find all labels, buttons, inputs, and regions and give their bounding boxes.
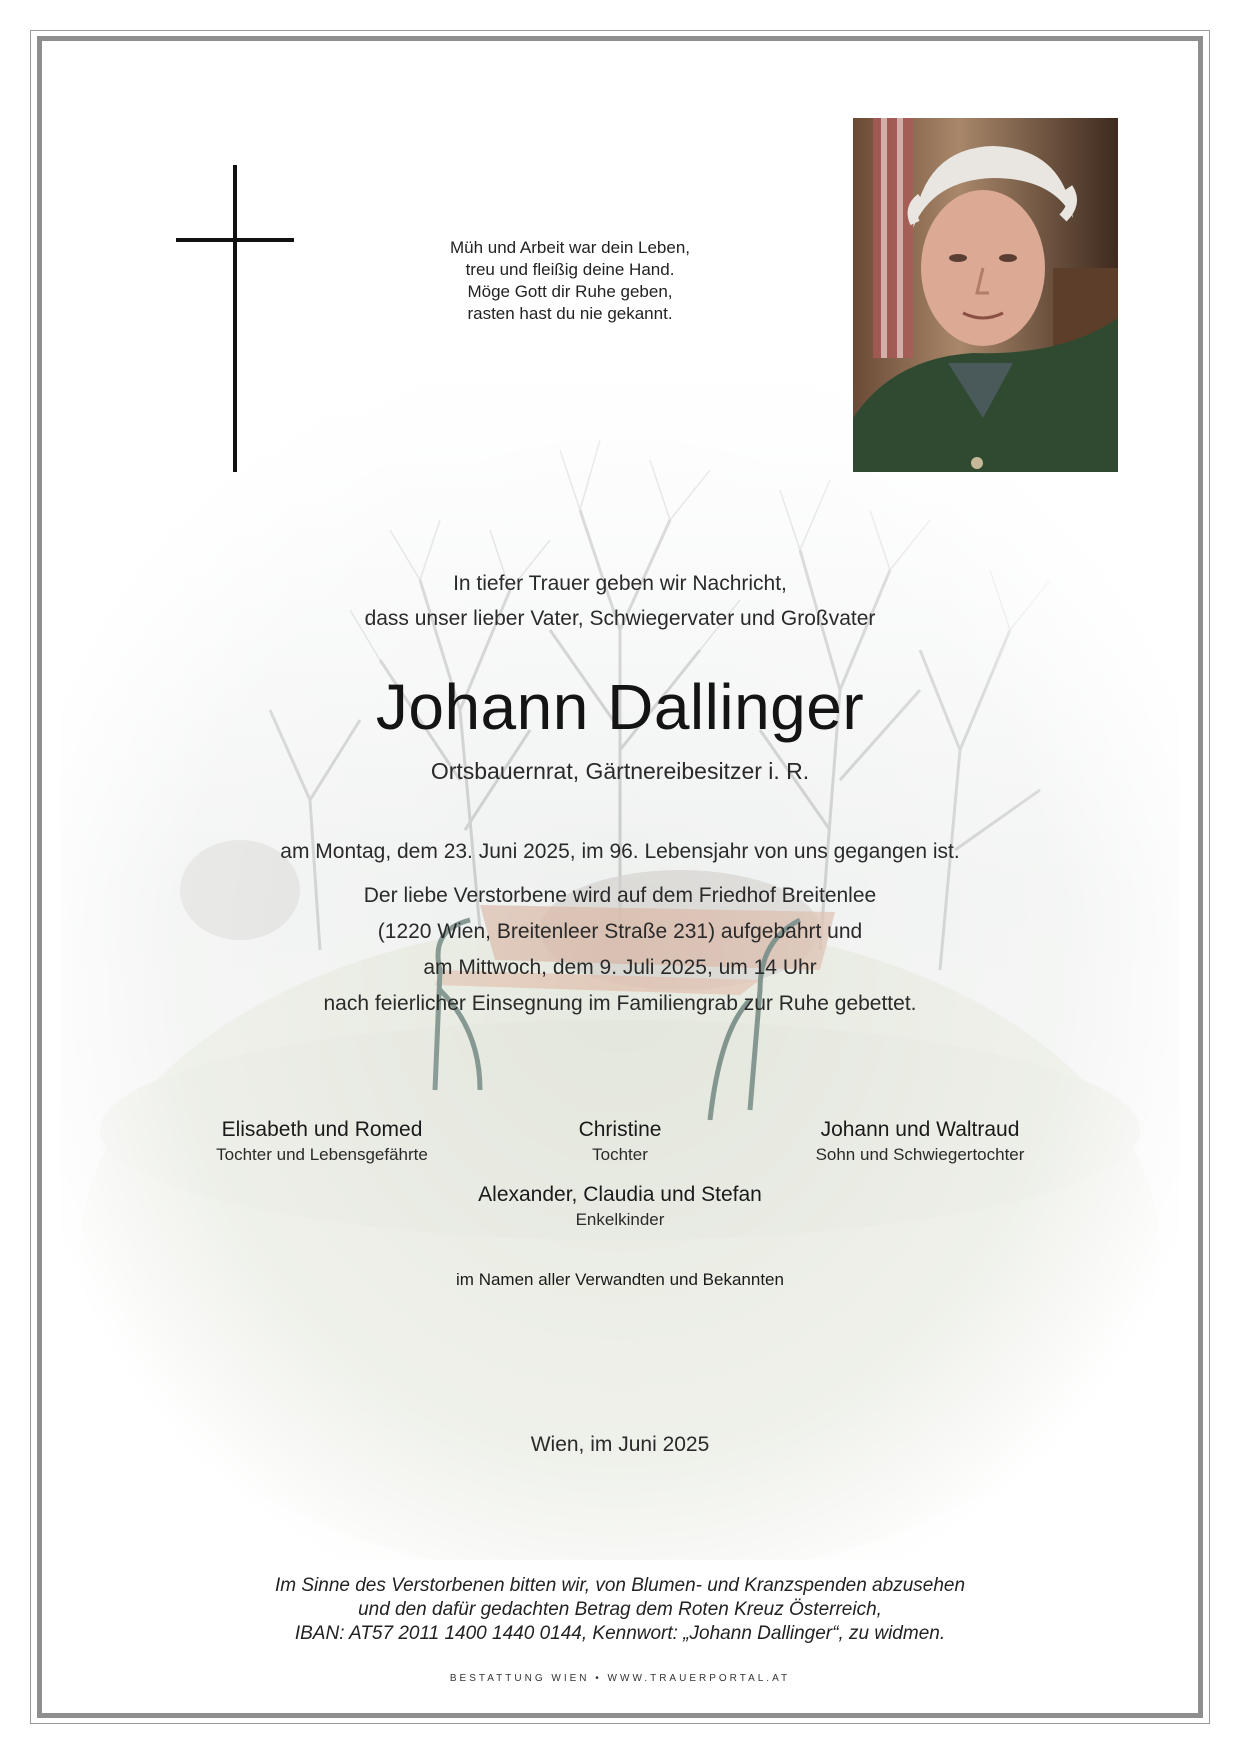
donation-request	[0, 1574, 1240, 1646]
deceased-name: Johann Dallinger	[375, 671, 865, 743]
memorial-verse	[380, 237, 760, 325]
mourner-relation: Tochter	[592, 1145, 648, 1164]
mourner-entry	[420, 1181, 820, 1231]
verse-line: rasten hast du nie gekannt.	[467, 304, 673, 323]
donation-line: und den dafür gedachten Betrag dem Roten Kreuz Österreich,	[358, 1599, 882, 1620]
donation-line: IBAN: AT57 2011 1400 1440 0144, Kennwort: „Johann Dallinger“, zu widmen.	[294, 1623, 946, 1644]
deceased-title: Ortsbauernrat, Gärtnereibesitzer i. R.	[430, 758, 810, 784]
verse-line: Müh und Arbeit war dein Leben,	[449, 238, 691, 257]
details-line: (1220 Wien, Breitenleer Straße 231) aufgebahrt und	[377, 920, 863, 943]
mourner-names: Alexander, Claudia und Stefan	[478, 1183, 762, 1206]
details-line: am Mittwoch, dem 9. Juli 2025, um 14 Uhr	[423, 956, 817, 979]
mourner-relation: Sohn und Schwiegertochter	[815, 1145, 1025, 1164]
intro-line: In tiefer Trauer geben wir Nachricht,	[453, 572, 787, 595]
mourner-names: Johann und Waltraud	[820, 1118, 1020, 1141]
mourner-names: Christine	[578, 1118, 662, 1141]
mourner-entry	[770, 1116, 1070, 1166]
funeral-home-footer: BESTATTUNG WIEN • WWW.TRAUERPORTAL.AT	[449, 1673, 791, 1684]
details-line: Der liebe Verstorbene wird auf dem Friedhof Breitenlee	[363, 884, 877, 907]
portrait-photo	[853, 118, 1118, 472]
funeral-details	[0, 834, 1240, 1022]
cross-icon	[233, 165, 237, 472]
announcement-intro	[0, 566, 1240, 636]
mourner-entry	[520, 1116, 720, 1166]
mourner-entry	[172, 1116, 472, 1166]
cross-icon-bar	[176, 238, 294, 242]
details-line: am Montag, dem 23. Juni 2025, im 96. Lebensjahr von uns gegangen ist.	[280, 840, 960, 863]
mourner-names: Elisabeth und Romed	[221, 1118, 423, 1141]
mourner-relation: Enkelkinder	[575, 1210, 665, 1229]
verse-line: treu und fleißig deine Hand.	[465, 260, 675, 279]
place-date: Wien, im Juni 2025	[530, 1433, 710, 1456]
details-line: nach feierlicher Einsegnung im Familiengrab zur Ruhe gebettet.	[323, 992, 917, 1015]
verse-line: Möge Gott dir Ruhe geben,	[467, 282, 673, 301]
intro-line: dass unser lieber Vater, Schwiegervater und Großvater	[364, 607, 876, 630]
on-behalf-line: im Namen aller Verwandten und Bekannten	[456, 1270, 784, 1289]
donation-line: Im Sinne des Verstorbenen bitten wir, von Blumen- und Kranzspenden abzusehen	[274, 1575, 966, 1596]
mourner-relation: Tochter und Lebensgefährte	[216, 1145, 428, 1164]
